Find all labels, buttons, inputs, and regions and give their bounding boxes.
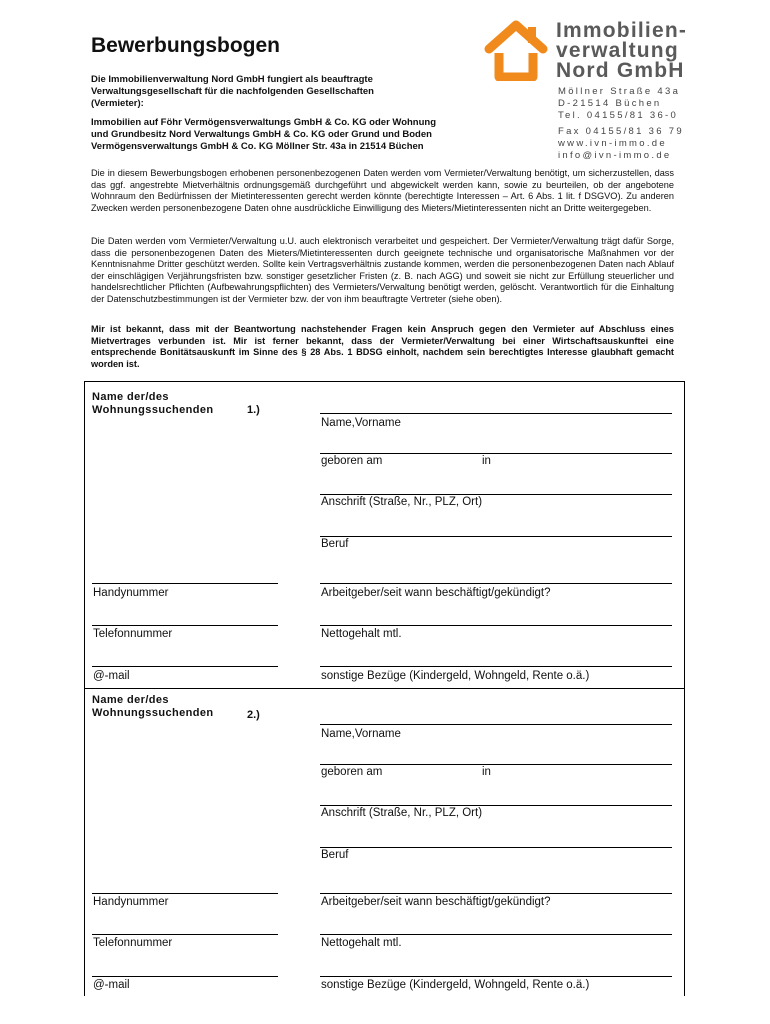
employer-label: Arbeitgeber/seit wann beschäftigt/gekündigt?	[321, 587, 551, 599]
net-income-label: Nettogehalt mtl.	[321, 628, 402, 640]
logo-text-line3: Nord GmbH	[556, 59, 685, 82]
intro-companies: Immobilien auf Föhr Vermögensverwaltungs GmbH & Co. KG oder Wohnung und Grundbesitz Nord Verwaltungs GmbH & Co. KG oder Grund und Boden Vermögensverwaltungs GmbH & Co. KG Möllner Str. 43a in 21514 Büchen	[91, 117, 437, 152]
address-field-line[interactable]	[320, 494, 672, 495]
logo-text-line2: verwaltung	[556, 39, 679, 62]
mobile-label: Handynummer	[93, 587, 169, 599]
job-label: Beruf	[321, 538, 349, 550]
phone-field-line[interactable]	[92, 625, 278, 626]
contact-web: www.ivn-immo.de	[558, 138, 667, 149]
contact-city: D-21514 Büchen	[558, 98, 662, 109]
phone-label-2: Telefonnummer	[93, 937, 173, 949]
contact-fax: Fax 04155/81 36 79	[558, 126, 684, 137]
consent-paragraph: Mir ist bekannt, dass mit der Beantwortung nachstehender Fragen kein Anspruch gegen den Vermieter auf Abschluss eines Mietvertrages verbunden ist. Mir ist ferner bekannt, dass der Vermieter/Verwaltung bei einer Wirtschaftsauskunftei eine entsprechende Bonitätsauskunft im Sinne des § 28 Abs. 1 BDSG einholt, nachdem sein berechtigtes Interesse glaubhaft gemacht worden ist.	[91, 324, 674, 369]
employer-field-line-2[interactable]	[320, 893, 672, 894]
other-income-field-line[interactable]	[320, 666, 672, 667]
logo-text-line1: Immobilien-	[556, 19, 688, 42]
address-label: Anschrift (Straße, Nr., PLZ, Ort)	[321, 496, 483, 508]
mobile-label-2: Handynummer	[93, 896, 169, 908]
house-logo-icon	[481, 19, 551, 81]
name-label-2: Name,Vorname	[321, 728, 401, 740]
net-income-field-line[interactable]	[320, 625, 672, 626]
section-2-label: Name der/des Wohnungssuchenden	[92, 694, 214, 719]
name-field-line-2[interactable]	[320, 724, 672, 725]
other-income-field-line-2[interactable]	[320, 976, 672, 977]
mobile-field-line[interactable]	[92, 583, 278, 584]
address-field-line-2[interactable]	[320, 805, 672, 806]
section-divider	[84, 688, 685, 689]
birthplace-label-2: in	[482, 766, 491, 778]
net-income-field-line-2[interactable]	[320, 934, 672, 935]
section-2-number: 2.)	[247, 709, 260, 721]
name-field-line[interactable]	[320, 413, 672, 414]
net-income-label-2: Nettogehalt mtl.	[321, 937, 402, 949]
email-label-2: @-mail	[93, 979, 130, 991]
email-field-line[interactable]	[92, 666, 278, 667]
email-label: @-mail	[93, 670, 130, 682]
intro-text: Die Immobilienverwaltung Nord GmbH fungiert als beauftragte Verwaltungsgesellschaft für die nachfolgenden Gesellschaften (Vermieter):	[91, 74, 374, 109]
contact-tel: Tel. 04155/81 36-0	[558, 110, 679, 121]
contact-mail: info@ivn-immo.de	[558, 150, 672, 161]
job-label-2: Beruf	[321, 849, 349, 861]
birth-label: geboren am	[321, 455, 383, 467]
mobile-field-line-2[interactable]	[92, 893, 278, 894]
birthplace-label: in	[482, 455, 491, 467]
section-1-number: 1.)	[247, 404, 260, 416]
contact-street: Möllner Straße 43a	[558, 86, 681, 97]
other-income-label-2: sonstige Bezüge (Kindergeld, Wohngeld, Rente o.ä.)	[321, 979, 590, 991]
privacy-paragraph-2: Die Daten werden vom Vermieter/Verwaltung u.U. auch elektronisch verarbeitet und gespeichert. Der Vermieter/Verwaltung trägt dafür Sorge, dass die personenbezogenen Daten des Mieters/Mietinteressenten durch geeignete technische und organisatorische Maßnahmen vor der Kenntnisnahme Dritter geschützt werden. Sollte kein Vertragsverhältnis zustande kommen, werden die personenbezogenen Daten nach Ablauf der einschlägigen Verjährungsfristen bzw. sonstiger gesetzlicher Fristen (z. B. nach AGG) und soweit sie nicht zur Erfüllung steuerlicher und handelsrechtlicher Pflichten (Aufbewahrungspflichten) des Vermieters/Verwaltung benötigt werden, gelöscht. Verantwortlich für die Einhaltung der Datenschutzbestimmungen ist der Vermieter bzw. der von ihm beauftragte Vertreter (siehe oben).	[91, 236, 674, 304]
address-label-2: Anschrift (Straße, Nr., PLZ, Ort)	[321, 807, 483, 819]
email-field-line-2[interactable]	[92, 976, 278, 977]
employer-label-2: Arbeitgeber/seit wann beschäftigt/gekündigt?	[321, 896, 551, 908]
phone-field-line-2[interactable]	[92, 934, 278, 935]
birth-label-2: geboren am	[321, 766, 383, 778]
job-field-line[interactable]	[320, 536, 672, 537]
job-field-line-2[interactable]	[320, 847, 672, 848]
section-1-label: Name der/des Wohnungssuchenden	[92, 391, 214, 416]
birth-field-line-2[interactable]	[320, 764, 672, 765]
privacy-paragraph-1: Die in diesem Bewerbungsbogen erhobenen personenbezogenen Daten werden vom Vermieter/Verwaltung benötigt, um sicherzustellen, dass das ggf. angestrebte Mietverhältnis ordnungsgemäß durchgeführt und abgewickelt werden kann, sowie zu beurteilen, ob der angebotene Wohnraum den Bedürfnissen der Mietinteressenten gerecht werden könnte (berechtigte Interessen – Art. 6 Abs. 1 lit. f DSGVO). Zu anderen Zwecken werden personenbezogene Daten ohne ausdrückliche Einwilligung des Mieters/Mietinteressenten nicht an Dritte weitergegeben.	[91, 168, 674, 213]
birth-field-line[interactable]	[320, 453, 672, 454]
other-income-label: sonstige Bezüge (Kindergeld, Wohngeld, Rente o.ä.)	[321, 670, 590, 682]
page-title: Bewerbungsbogen	[91, 34, 281, 57]
phone-label: Telefonnummer	[93, 628, 173, 640]
employer-field-line[interactable]	[320, 583, 672, 584]
name-label: Name,Vorname	[321, 417, 401, 429]
